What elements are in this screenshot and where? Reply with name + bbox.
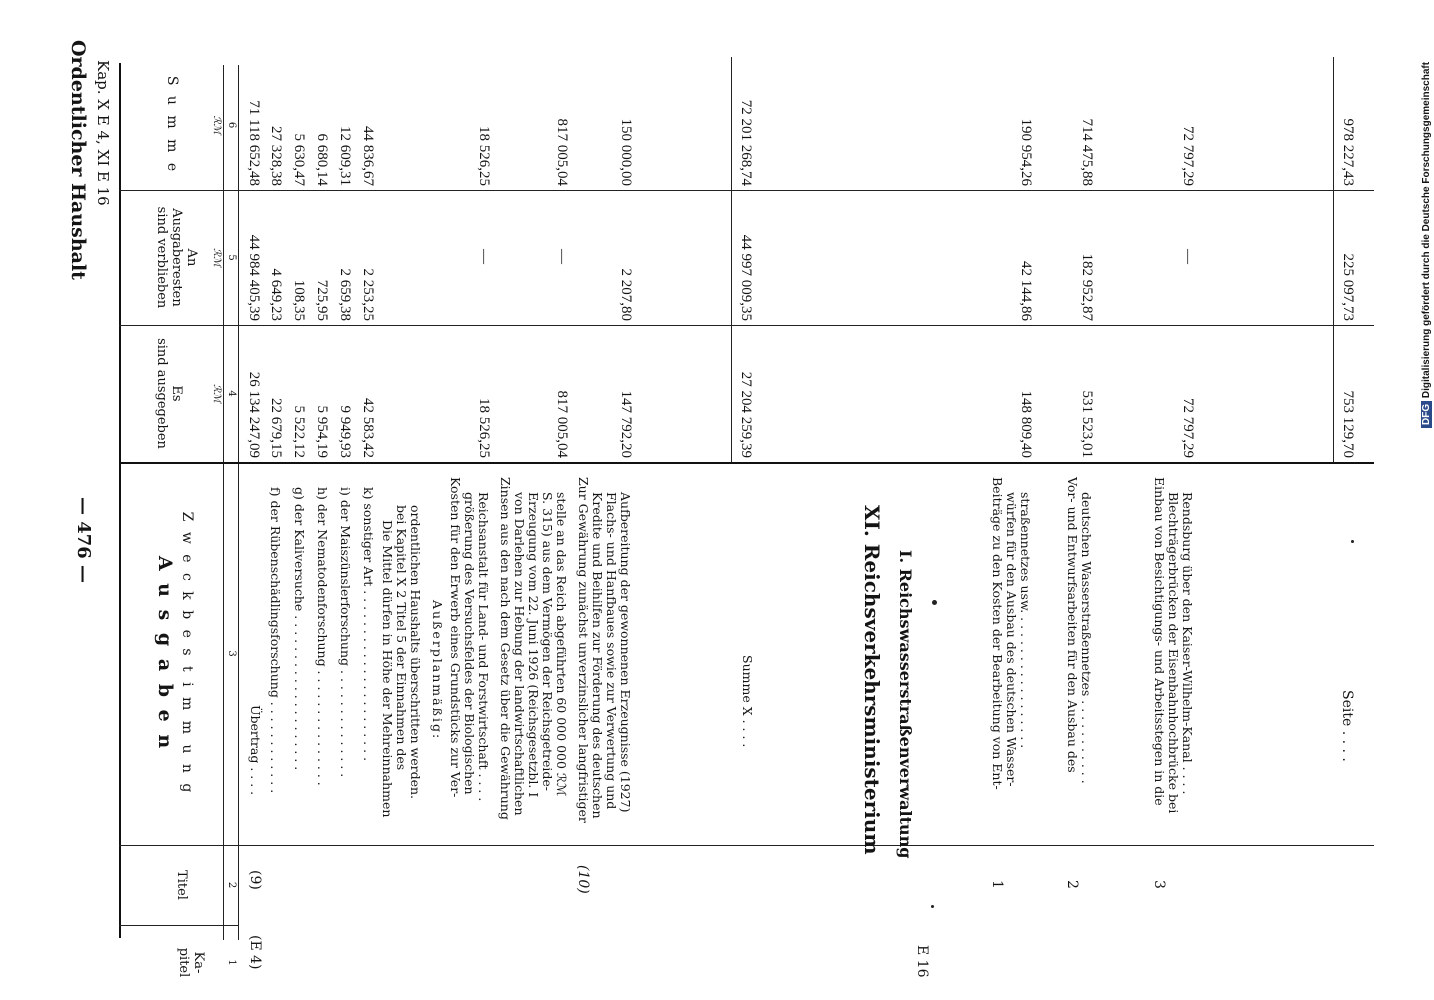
sub-heading: I. Reichswasserstraßenverwaltung — [896, 550, 915, 859]
item-k-c5: 2 253,25 — [360, 268, 376, 321]
summe-header: S u m m e — [164, 75, 180, 175]
extra2-line-1: Zinsen aus den nach dem Gesetz über die Gewährung — [498, 477, 513, 820]
colno-2: 2 — [226, 881, 237, 889]
digitization-text: Digitalisierung gefördert durch die Deutsche Forschungsgemeinschaft — [1421, 61, 1432, 399]
item-g-c6: 5 630,47 — [291, 133, 307, 186]
xi-item2-line-1: Vor- und Entwurfsarbeiten für den Ausbau des — [1065, 477, 1080, 773]
summe-x-rule — [731, 57, 732, 462]
summe-x-label: Summe X . . . . — [740, 655, 755, 748]
section-title: Ordentlicher Haushalt — [67, 40, 89, 280]
item-h-c4: 5 954,19 — [314, 405, 330, 458]
item-f-c6: 27 328,38 — [268, 126, 284, 186]
xi-item1-c5: 42 144,86 — [1018, 261, 1034, 321]
seite-c4: 753 129,70 — [1340, 390, 1356, 458]
seite-rule — [1333, 57, 1334, 462]
ministry-heading: XI. Reichsverkehrsministerium — [860, 505, 884, 855]
extra2-line-4: S. 315) aus dem Vermögen der Reichsgetreide- — [540, 492, 555, 791]
uebertrag-c5: 44 984 405,39 — [246, 234, 262, 321]
item-k-c6: 44 836,67 — [360, 126, 376, 186]
extra3-line-3: Flachs- und Hanfbaues sowie zur Verwertung und — [604, 492, 619, 810]
xi-item3-c4: 72 797,29 — [1180, 398, 1196, 458]
ausgaben-header: A u s g a b e n — [154, 555, 176, 752]
xi-item3-c6: 72 797,29 — [1180, 126, 1196, 186]
extra3-c5: 2 207,80 — [618, 268, 634, 321]
seite-label: Seite . . . . — [1339, 690, 1355, 762]
extra2-line-2: von Darlehen zur Hebung der landwirtschaftlichen — [512, 492, 527, 816]
colno-4: 4 — [226, 390, 237, 397]
note-line-1: Die Mittel dürfen in Höhe der Mehreinnahmen — [380, 520, 395, 818]
uebertrag-label: Übertrag . . . . — [248, 705, 263, 796]
ausgegeben-header: Es sind ausgegeben — [154, 338, 184, 449]
xi-item3-line-1: Einbau von Besichtigungs- und Arbeitsstegen in die — [1152, 477, 1167, 806]
summe-x-c5: 44 997 009,35 — [738, 234, 754, 321]
item-f-c4: 22 679,15 — [268, 398, 284, 458]
item-i-label: i) der Maiszünslerforschung . . . . . . . . . . . . . . — [338, 487, 353, 778]
item-f-label: f) der Rübenschädlingsforschung . . . . . . . . . . . . — [268, 487, 283, 794]
extra1-c4: 18 526,25 — [476, 398, 492, 458]
extra3-line-2: Kredite und Beihilfen zur Förderung des deutschen — [590, 492, 605, 819]
extra3-c6: 150 000,00 — [618, 118, 634, 186]
xi-item3-line-3: Rendsburg über den Kaiser-Wilhelm-Kanal . . . . — [1180, 492, 1195, 795]
extra1-line-1: Kosten für den Erwerb eines Grundstücks zur Ver- — [448, 477, 463, 798]
item-k-label: k) sonstiger Art . . . . . . . . . . . . . . . . . . . . . . — [361, 487, 376, 762]
ornament-dot — [932, 600, 937, 605]
note-line-2: bei Kapitel X 2 Titel 5 der Einnahmen des — [394, 505, 409, 771]
col-rule-3 — [119, 462, 1374, 464]
uebertrag-c4: 26 134 247,09 — [246, 371, 262, 458]
extra2-c4: 817 005,04 — [554, 390, 570, 458]
item-i-c5: 2 659,38 — [337, 268, 353, 321]
summe-x-c4: 27 204 259,39 — [738, 371, 754, 458]
header-rule — [223, 65, 224, 940]
summe-x-c6: 72 201 268,74 — [738, 99, 754, 186]
titel-header: Titel — [174, 870, 189, 900]
item-i-c4: 9 949,93 — [337, 405, 353, 458]
unit-col4: ℛℳ — [211, 384, 222, 403]
ausserplanmaessig-label: Außerplanmäßig: — [430, 600, 445, 741]
uebertrag-c6: 71 118 652,48 — [246, 100, 262, 186]
speck-1 — [931, 905, 934, 908]
digitization-note — [1421, 8, 1432, 428]
zweckbestimmung-header: Z w e c k b e s t i m m u n g — [179, 511, 195, 796]
xi-item1-c6: 190 954,26 — [1018, 118, 1034, 186]
item-k-c4: 42 583,42 — [360, 398, 376, 458]
extra2-line-3: Erzeugung vom 22. Juni 1926 (Reichsgesetzbl. I — [526, 492, 541, 798]
xi-item1-line-2: würfen für den Ausbau des deutschen Wasser- — [1004, 492, 1019, 787]
extra1-line-2: größerung des Versuchsfeldes der Biologischen — [462, 492, 477, 795]
colno-1: 1 — [226, 959, 237, 966]
xi-item2-c6: 714 475,88 — [1079, 118, 1095, 186]
extra1-c6: 18 526,25 — [476, 126, 492, 186]
xi-item1-c4: 148 809,40 — [1018, 390, 1034, 458]
col-rule-4 — [119, 325, 1374, 326]
colno-3: 3 — [226, 650, 237, 657]
extra3-line-4: Aufbereitung der gewonnenen Erzeugnisse (1927) — [618, 492, 633, 813]
xi-item3-line-2: Blechträgerbrücken der Eisenbahnhochbrücke bei — [1166, 492, 1181, 814]
extra3-c4: 147 792,20 — [618, 390, 634, 458]
kapitel-e16: E 16 — [914, 945, 930, 978]
xi-item2-line-2: deutschen Wasserstraßennetzes . . . . . . . . . . . — [1079, 492, 1094, 784]
item-g-c5: 108,35 — [291, 279, 307, 321]
dfg-logo: DFG — [1421, 401, 1432, 428]
xi-titel-1: 1 — [989, 880, 1005, 889]
titel-10: (10) — [575, 865, 591, 894]
extra1-c5: — — [476, 249, 492, 264]
item-f-c5: 4 649,23 — [268, 268, 284, 321]
xi-titel-3: 3 — [1151, 880, 1167, 889]
speck-2 — [1351, 540, 1354, 543]
kapitel-header: Ka- pitel — [176, 947, 206, 978]
chapter-ref: Kap. X E 4, XI E 16 — [94, 60, 112, 206]
xi-item2-c5: 182 952,87 — [1079, 253, 1095, 321]
extra2-c6: 817 005,04 — [554, 118, 570, 186]
extra2-c5: — — [554, 249, 570, 264]
col-rule-5 — [119, 190, 1374, 191]
item-g-label: g) der Kaliversuche . . . . . . . . . . . . . . . . . . . . — [292, 487, 307, 771]
col-rule-2 — [119, 845, 1374, 846]
extra2-line-5: stelle an das Reich abgeführten 60 000 000 ℛℳ — [554, 492, 569, 797]
colno-6: 6 — [226, 121, 237, 129]
extra3-line-1: Zur Gewährung zunächst unverzinslicher langfristiger — [576, 477, 591, 823]
kapitel-e4: (E 4) — [247, 935, 263, 970]
unit-col5: ℛℳ — [211, 248, 222, 267]
seite-c5: 225 097,73 — [1340, 253, 1356, 321]
unit-col6: ℛℳ — [211, 115, 222, 135]
item-g-c4: 5 522,12 — [291, 405, 307, 458]
xi-item1-line-3: straßennetzes usw. . . . . . . . . . . . . . . . . . — [1018, 492, 1033, 749]
xi-item3-c5: — — [1180, 249, 1196, 264]
item-h-c6: 6 680,14 — [314, 133, 330, 186]
xi-item2-c4: 531 523,01 — [1079, 390, 1095, 458]
item-h-label: h) der Nematodenforschung . . . . . . . . . . . . . . . — [315, 487, 330, 786]
item-i-c6: 12 609,31 — [337, 126, 353, 186]
seite-c6: 978 227,43 — [1340, 118, 1356, 186]
colno-5: 5 — [226, 254, 237, 261]
note-line-3: ordentlichen Haushalts überschritten werden. — [408, 505, 423, 800]
titel-9: (9) — [247, 870, 263, 890]
xi-item1-line-1: Beiträge zu den Kosten der Bearbeitung von Ent- — [990, 477, 1005, 790]
xi-titel-2: 2 — [1064, 880, 1080, 889]
page-number: — 476 — — [73, 496, 94, 584]
ausgabereste-header: An Ausgaberesten sind verblieben — [154, 206, 199, 309]
item-h-c5: 725,95 — [314, 279, 330, 321]
table-top-rule — [119, 63, 121, 938]
colno-rule — [238, 65, 239, 940]
extra1-line-3: Reichsanstalt für Land- und Forstwirtschaft . . . . — [476, 492, 491, 802]
